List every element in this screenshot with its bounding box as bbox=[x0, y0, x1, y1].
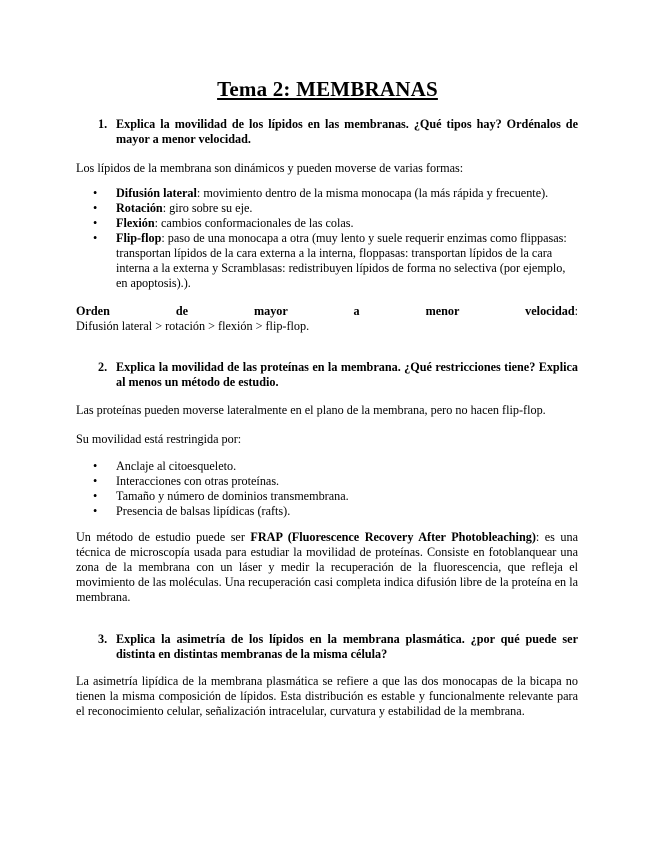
order-sep: : bbox=[574, 304, 578, 318]
list-item bbox=[76, 231, 578, 291]
q1-order-line bbox=[76, 304, 578, 319]
bullet-term: Rotación bbox=[116, 201, 163, 215]
page-title: Tema 2: MEMBRANAS bbox=[217, 77, 438, 101]
bullet-text: Presencia de balsas lipídicas (rafts). bbox=[116, 504, 291, 518]
bullet-icon: • bbox=[93, 504, 98, 518]
q3-paragraph-1: La asimetría lipídica de la membrana plasmática se refiere a que las dos monocapas de la bicapa no tienen la misma composición de lípidos. Esta distribución es estable y funcionalmente relevante para el reconocimiento celular, señalización intracelular, curvatura y estabilidad de la membrana. bbox=[76, 674, 578, 718]
order-label: Orden de mayor a menor velocidad bbox=[76, 304, 575, 318]
q2-bullet-list bbox=[76, 459, 578, 519]
question-3-text: Explica la asimetría de los lípidos en la membrana plasmática. ¿por qué puede ser distinta en distintas membranas de la misma célula? bbox=[116, 632, 578, 661]
bullet-icon: • bbox=[93, 489, 98, 503]
q1-order-value: Difusión lateral > rotación > flexión > flip-flop. bbox=[76, 319, 310, 333]
bullet-text: Anclaje al citoesqueleto. bbox=[116, 459, 237, 473]
bullet-icon: • bbox=[93, 186, 98, 200]
bullet-desc: : giro sobre su eje. bbox=[162, 201, 253, 215]
q2-method-paragraph bbox=[76, 530, 578, 605]
method-description: : es una técnica de microscopía usada para estudiar la movilidad de proteínas. Consiste en fotoblanquear una zona de la membrana con un láser y medir la recuperación de la fluorescencia, que refleja el movimiento de las moléculas. Una recuperación casi completa indica difusión libre de la proteína en la membrana. bbox=[76, 530, 578, 604]
q1-bullet-list bbox=[76, 186, 578, 291]
bullet-term: Difusión lateral bbox=[116, 186, 197, 200]
bullet-desc: : movimiento dentro de la misma monocapa (la más rápida y frecuente). bbox=[196, 186, 549, 200]
bullet-icon: • bbox=[93, 201, 98, 215]
bullet-text: Tamaño y número de dominios transmembrana. bbox=[116, 489, 349, 503]
question-2-text: Explica la movilidad de las proteínas en la membrana. ¿Qué restricciones tiene? Explica al menos un método de estudio. bbox=[116, 360, 578, 389]
q2-paragraph-1: Las proteínas pueden moverse lateralmente en el plano de la membrana, pero no hacen flip-flop. bbox=[76, 403, 546, 417]
bullet-term: Flexión bbox=[116, 216, 155, 230]
bullet-text: Interacciones con otras proteínas. bbox=[116, 474, 280, 488]
q2-paragraph-2: Su movilidad está restringida por: bbox=[76, 432, 242, 446]
method-name: FRAP (Fluorescence Recovery After Photobleaching) bbox=[250, 530, 536, 544]
list-item bbox=[76, 216, 578, 231]
question-1-text: Explica la movilidad de los lípidos en las membranas. ¿Qué tipos hay? Ordénalos de mayor a menor velocidad. bbox=[116, 117, 578, 146]
bullet-term: Flip-flop bbox=[116, 231, 162, 245]
question-1-number: 1. bbox=[98, 117, 108, 131]
q1-intro: Los lípidos de la membrana son dinámicos y pueden moverse de varias formas: bbox=[76, 161, 464, 175]
bullet-desc: : paso de una monocapa a otra (muy lento y suele requerir enzimas como flippasas: transportan lípidos de la cara externa a la interna, floppasas: transportan lípidos de la cara interna a la externa y Scramblasas: redistribuyen lípidos de forma no selectiva (por ejemplo, en apoptosis).). bbox=[116, 231, 567, 290]
question-3-number: 3. bbox=[98, 632, 108, 646]
bullet-icon: • bbox=[93, 216, 98, 230]
list-item bbox=[76, 474, 578, 489]
bullet-icon: • bbox=[93, 231, 98, 245]
bullet-desc: : cambios conformacionales de las colas. bbox=[154, 216, 354, 230]
method-intro: Un método de estudio puede ser bbox=[76, 530, 251, 544]
question-2-number: 2. bbox=[98, 360, 108, 374]
bullet-icon: • bbox=[93, 459, 98, 473]
list-item bbox=[76, 504, 578, 519]
list-item bbox=[76, 459, 578, 474]
list-item bbox=[76, 201, 578, 216]
list-item bbox=[76, 489, 578, 504]
list-item bbox=[76, 186, 578, 201]
bullet-icon: • bbox=[93, 474, 98, 488]
